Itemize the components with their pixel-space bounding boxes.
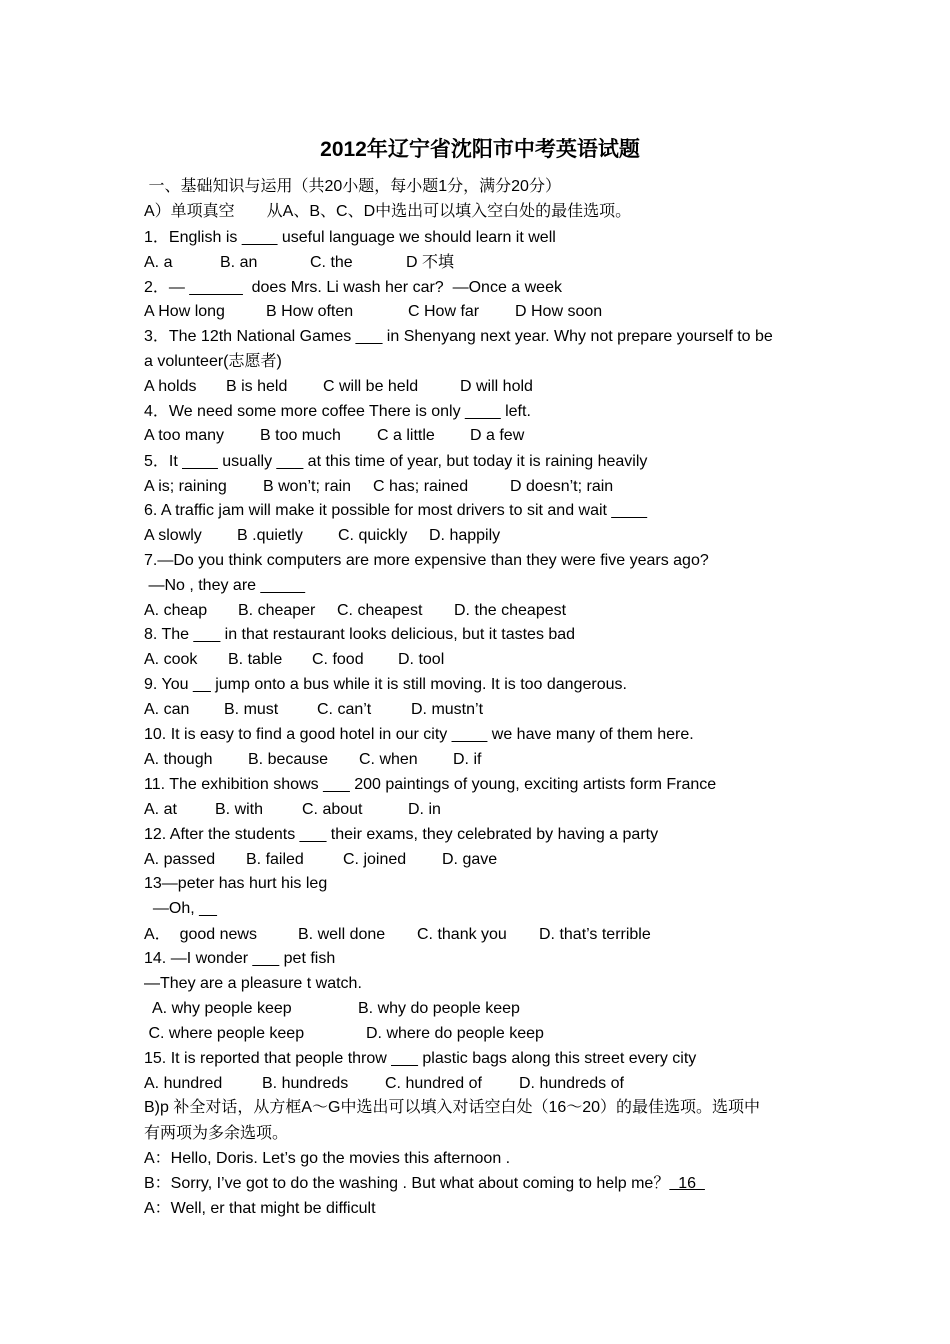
option: C. cheapest <box>337 602 423 619</box>
option: D. the cheapest <box>454 602 567 619</box>
option: C How far <box>408 303 480 320</box>
option: A holds <box>144 378 197 395</box>
question-14: 14. —I wonder ___ pet fish <box>144 950 336 967</box>
option: A is; raining <box>144 478 227 495</box>
option: A. hundred <box>144 1075 223 1092</box>
dialog-text: B：Sorry, I’ve got to do the washing . But what about coming to help me？ <box>144 1175 670 1192</box>
option: D. tool <box>398 651 445 668</box>
option: B. well done <box>298 926 386 943</box>
option: C. about <box>302 801 363 818</box>
section-heading: 一、基础知识与运用（共20小题，每小题1分，满分20分） <box>144 178 561 195</box>
option: A. at <box>144 801 177 818</box>
option: A. cook <box>144 651 198 668</box>
question-12: 12. After the students ___ their exams, they celebrated by having a party <box>144 826 659 843</box>
option: D doesn’t; rain <box>510 478 614 495</box>
option: D. happily <box>429 527 501 544</box>
option: C. hundred of <box>385 1075 482 1092</box>
option: C a little <box>377 427 435 444</box>
option: D How soon <box>515 303 603 320</box>
option: A. though <box>144 751 213 768</box>
option: D. where do people keep <box>366 1025 544 1042</box>
option: C. joined <box>343 851 407 868</box>
question-14-continued: —They are a pleasure t watch. <box>144 975 362 992</box>
question-8: 8. The ___ in that restaurant looks delicious, but it tastes bad <box>144 626 576 643</box>
option: B. why do people keep <box>358 1000 520 1017</box>
answer-blank-16: 16 <box>669 1175 705 1192</box>
question-7-continued: —No , they are _____ <box>144 577 305 594</box>
option: B. failed <box>246 851 304 868</box>
option: D. mustn’t <box>411 701 484 718</box>
option: B. because <box>248 751 329 768</box>
option: D. hundreds of <box>519 1075 624 1092</box>
option: B too much <box>260 427 341 444</box>
question-11: 11. The exhibition shows ___ 200 paintings of young, exciting artists form France <box>144 776 717 793</box>
option: B .quietly <box>237 527 303 544</box>
question-5: 5．It ____ usually ___ at this time of year, but today it is raining heavily <box>144 453 648 470</box>
option: A． good news <box>144 926 257 943</box>
option: D. gave <box>442 851 498 868</box>
option: C. thank you <box>417 926 507 943</box>
page-title: 2012年辽宁省沈阳市中考英语试题 <box>320 138 640 161</box>
question-9: 9. You __ jump onto a bus while it is still moving. It is too dangerous. <box>144 676 627 693</box>
option: C. the <box>310 254 353 271</box>
option: B. table <box>228 651 283 668</box>
question-15: 15. It is reported that people throw ___ plastic bags along this street every city <box>144 1050 697 1067</box>
question-1: 1．English is ____ useful language we should learn it well <box>144 229 556 246</box>
option: B is held <box>226 378 288 395</box>
option: A. a <box>144 254 173 271</box>
option: B. must <box>224 701 279 718</box>
option: A. passed <box>144 851 216 868</box>
question-6: 6. A traffic jam will make it possible for most drivers to sit and wait ____ <box>144 502 648 519</box>
option: D. that’s terrible <box>539 926 651 943</box>
option: A. cheap <box>144 602 208 619</box>
option: D will hold <box>460 378 533 395</box>
option: C will be held <box>323 378 419 395</box>
question-3-continued: a volunteer(志愿者) <box>144 353 282 370</box>
dialog-line <box>144 1174 705 1194</box>
option: D. if <box>453 751 482 768</box>
option: A. why people keep <box>144 1000 292 1017</box>
part-b-instruction: B)p 补全对话，从方框A～G中选出可以填入对话空白处（16～20）的最佳选项。选项中 <box>144 1099 761 1116</box>
dialog-line: A：Well, er that might be difficult <box>144 1200 376 1217</box>
question-4: 4．We need some more coffee There is only ____ left. <box>144 403 531 420</box>
option: A How long <box>144 303 225 320</box>
option: B. hundreds <box>262 1075 349 1092</box>
question-13-continued: —Oh, __ <box>144 900 217 917</box>
option: B. an <box>220 254 258 271</box>
option: C. quickly <box>338 527 408 544</box>
option: A too many <box>144 427 225 444</box>
option: B. with <box>215 801 264 818</box>
part-b-instruction-continued: 有两项为多余选项。 <box>144 1125 289 1142</box>
option: C. can’t <box>317 701 372 718</box>
question-7: 7.—Do you think computers are more expensive than they were five years ago? <box>144 552 709 569</box>
question-13: 13—peter has hurt his leg <box>144 875 328 892</box>
option: D a few <box>470 427 525 444</box>
question-3: 3．The 12th National Games ___ in Shenyang next year. Why not prepare yourself to be <box>144 328 773 345</box>
option: D. in <box>408 801 441 818</box>
option: C has; rained <box>373 478 469 495</box>
question-10: 10. It is easy to find a good hotel in our city ____ we have many of them here. <box>144 726 694 743</box>
question-2: 2．— ______ does Mrs. Li wash her car? —Once a week <box>144 279 562 296</box>
option: D 不填 <box>406 254 455 271</box>
option: C. when <box>359 751 418 768</box>
option: A slowly <box>144 527 202 544</box>
option: C. food <box>312 651 364 668</box>
dialog-line: A：Hello, Doris. Let’s go the movies this afternoon . <box>144 1150 511 1167</box>
option: B won’t; rain <box>263 478 352 495</box>
option: B. cheaper <box>238 602 316 619</box>
option: A. can <box>144 701 190 718</box>
part-a-instruction: A）单项真空 从A、B、C、D中选出可以填入空白处的最佳选项。 <box>144 203 632 220</box>
option: C. where people keep <box>144 1025 305 1042</box>
option: B How often <box>266 303 354 320</box>
